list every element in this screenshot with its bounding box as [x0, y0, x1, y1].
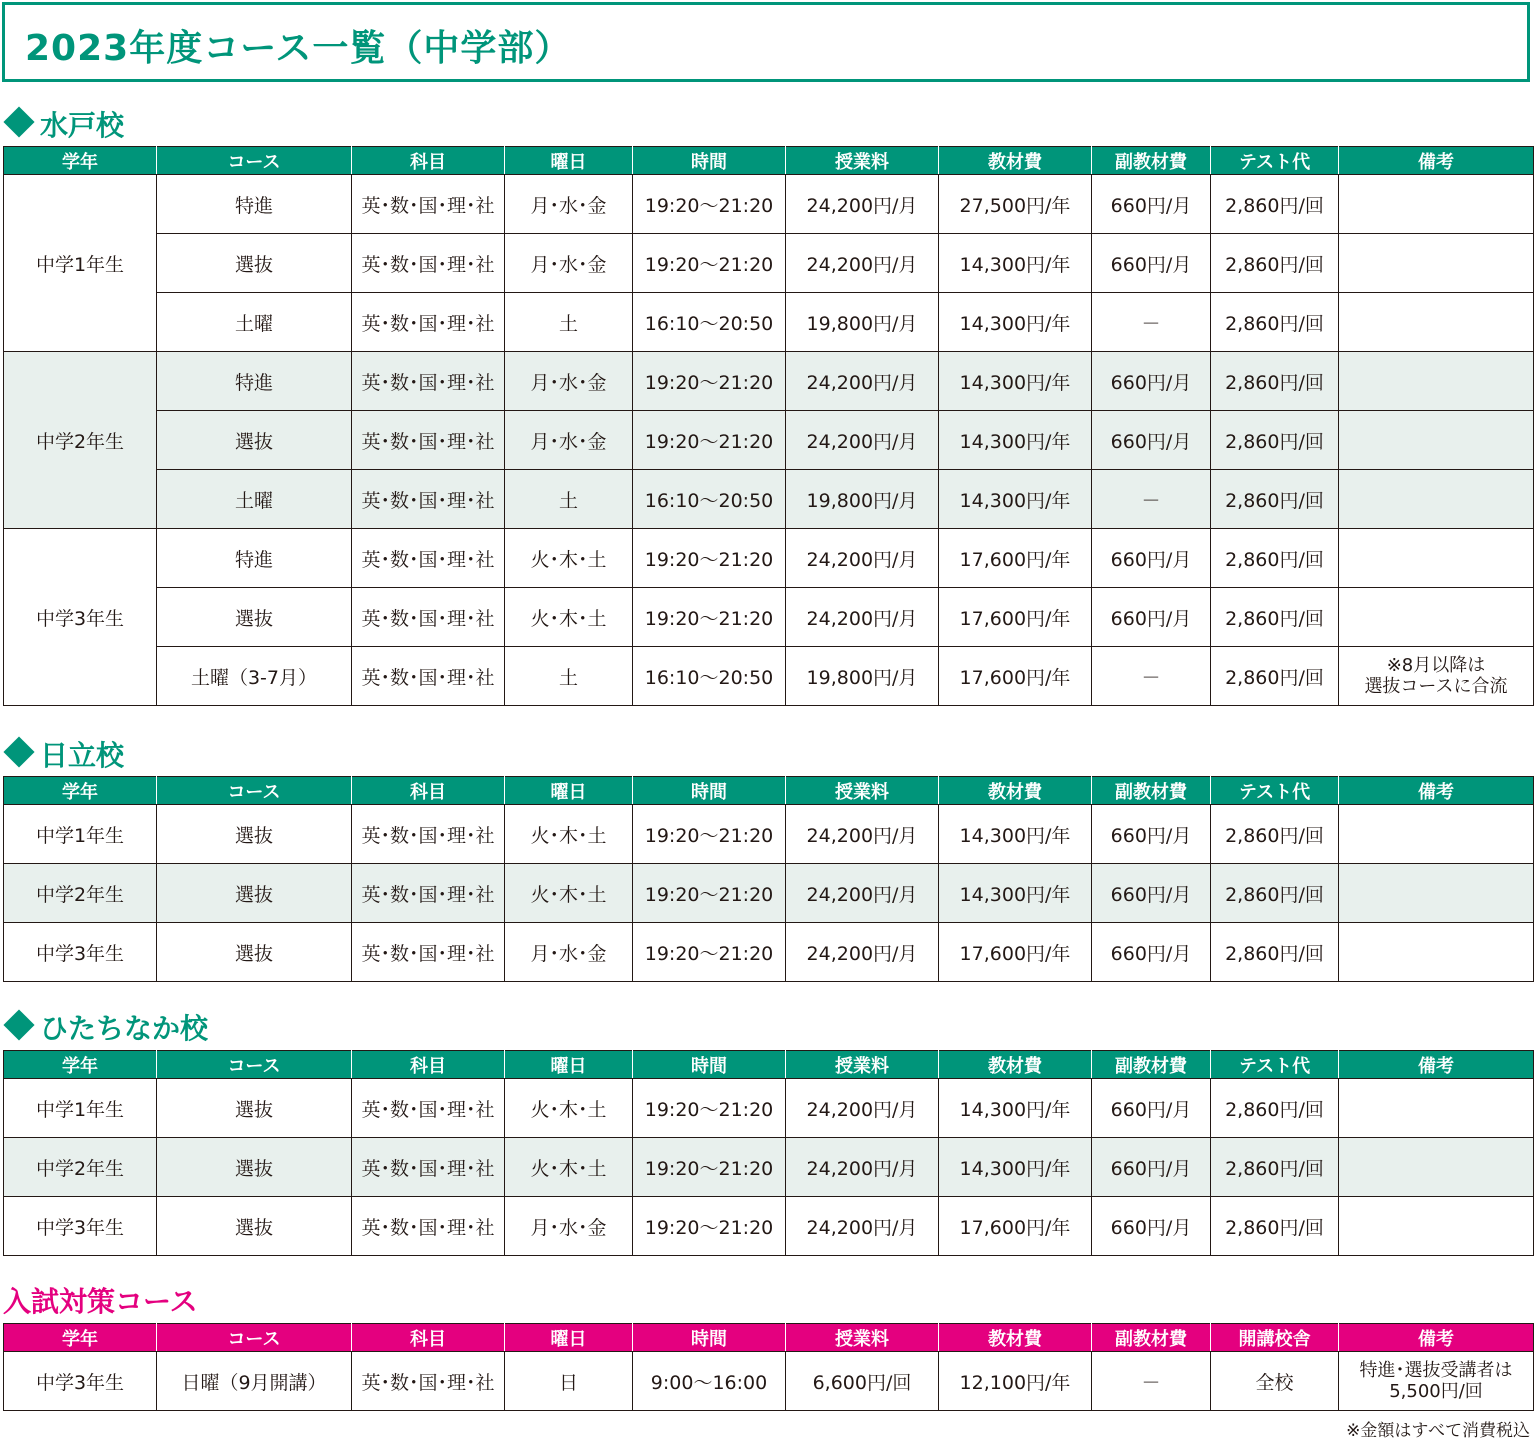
- days-cell: 月･水･金: [505, 175, 633, 234]
- days-cell: 火･木･土: [505, 588, 633, 647]
- tuition-cell: 24,200円/月: [786, 352, 939, 411]
- time-cell: 16:10～20:50: [633, 293, 786, 352]
- header-cell: テスト代: [1211, 147, 1339, 175]
- subjects-cell: 英･数･国･理･社: [352, 411, 505, 470]
- time-cell: 19:20～21:20: [633, 1079, 786, 1138]
- header-cell: 曜日: [505, 777, 633, 805]
- table-hitachinaka: [3, 1050, 1534, 1256]
- subjects-cell: 英･数･国･理･社: [352, 647, 505, 706]
- days-cell: 月･水･金: [505, 1197, 633, 1256]
- header-cell: コース: [157, 147, 352, 175]
- header-cell: 学年: [4, 1324, 157, 1352]
- grade-cell: 中学3年生: [4, 529, 157, 706]
- time-cell: 19:20～21:20: [633, 175, 786, 234]
- time-cell: 16:10～20:50: [633, 647, 786, 706]
- section-title-mito: [3, 104, 124, 144]
- subjects-cell: 英･数･国･理･社: [352, 470, 505, 529]
- header-cell: 科目: [352, 147, 505, 175]
- tuition-cell: 6,600円/回: [786, 1352, 939, 1411]
- note-cell: [1339, 923, 1534, 982]
- grade-cell: 中学1年生: [4, 175, 157, 352]
- section-name: 日立校: [40, 739, 125, 772]
- table-row: [4, 1197, 1534, 1256]
- header-cell: 授業料: [786, 1051, 939, 1079]
- course-cell: 特進: [157, 352, 352, 411]
- time-cell: 19:20～21:20: [633, 1197, 786, 1256]
- header-cell: 曜日: [505, 1051, 633, 1079]
- tuition-cell: 24,200円/月: [786, 411, 939, 470]
- header-cell: 副教材費: [1092, 147, 1211, 175]
- header-cell: 科目: [352, 777, 505, 805]
- course-cell: 選抜: [157, 805, 352, 864]
- test-cell: 2,860円/回: [1211, 588, 1339, 647]
- course-cell: 選抜: [157, 1079, 352, 1138]
- material-cell: 14,300円/年: [939, 470, 1092, 529]
- table-row: [4, 175, 1534, 234]
- note-line: 選抜コースに合流: [1364, 676, 1508, 697]
- test-cell: 2,860円/回: [1211, 1138, 1339, 1197]
- test-cell: 2,860円/回: [1211, 647, 1339, 706]
- material-cell: 17,600円/年: [939, 923, 1092, 982]
- header-cell: コース: [157, 777, 352, 805]
- header-cell: 副教材費: [1092, 1324, 1211, 1352]
- sub-material-cell: 660円/月: [1092, 1138, 1211, 1197]
- material-cell: 14,300円/年: [939, 1138, 1092, 1197]
- header-cell: 時間: [633, 1324, 786, 1352]
- table-row: [4, 293, 1534, 352]
- sub-material-cell: 660円/月: [1092, 411, 1211, 470]
- time-cell: 19:20～21:20: [633, 588, 786, 647]
- material-cell: 17,600円/年: [939, 588, 1092, 647]
- header-cell: 科目: [352, 1051, 505, 1079]
- page-title: 2023年度コース一覧（中学部）: [25, 28, 572, 69]
- diamond-icon: [3, 1009, 34, 1040]
- table-row: [4, 588, 1534, 647]
- course-cell: 選抜: [157, 1197, 352, 1256]
- note-cell: [1339, 588, 1534, 647]
- header-cell: 備考: [1339, 147, 1534, 175]
- table-mito: [3, 146, 1534, 706]
- days-cell: 月･水･金: [505, 923, 633, 982]
- note-cell: [1339, 864, 1534, 923]
- note-cell: [1339, 647, 1534, 706]
- grade-cell: 中学2年生: [4, 352, 157, 529]
- sub-material-cell: 660円/月: [1092, 923, 1211, 982]
- sub-material-cell: 660円/月: [1092, 1197, 1211, 1256]
- material-cell: 14,300円/年: [939, 1079, 1092, 1138]
- subjects-cell: 英･数･国･理･社: [352, 864, 505, 923]
- grade-cell: 中学1年生: [4, 1079, 157, 1138]
- header-cell: 授業料: [786, 1324, 939, 1352]
- note-cell: [1339, 1197, 1534, 1256]
- header-cell: 学年: [4, 1051, 157, 1079]
- sub-material-cell: －: [1092, 470, 1211, 529]
- table-row: [4, 923, 1534, 982]
- section-title-hitachinaka: [3, 1007, 208, 1047]
- grade-cell: 中学3年生: [4, 1197, 157, 1256]
- header-row: [4, 777, 1534, 805]
- sub-material-cell: －: [1092, 293, 1211, 352]
- tuition-cell: 24,200円/月: [786, 864, 939, 923]
- test-cell: 2,860円/回: [1211, 352, 1339, 411]
- days-cell: 月･水･金: [505, 352, 633, 411]
- test-cell: 2,860円/回: [1211, 470, 1339, 529]
- time-cell: 19:20～21:20: [633, 864, 786, 923]
- header-cell: 学年: [4, 147, 157, 175]
- table-row: [4, 352, 1534, 411]
- note-line: 5,500円/回: [1389, 1381, 1483, 1402]
- time-cell: 19:20～21:20: [633, 411, 786, 470]
- note-cell: [1339, 175, 1534, 234]
- header-cell: 開講校舎: [1211, 1324, 1339, 1352]
- table-row: [4, 234, 1534, 293]
- header-cell: 教材費: [939, 1324, 1092, 1352]
- subjects-cell: 英･数･国･理･社: [352, 1352, 505, 1411]
- test-cell: 2,860円/回: [1211, 1079, 1339, 1138]
- header-cell: 学年: [4, 777, 157, 805]
- header-cell: コース: [157, 1051, 352, 1079]
- table-hitachi: [3, 776, 1534, 982]
- days-cell: 火･木･土: [505, 864, 633, 923]
- time-cell: 19:20～21:20: [633, 1138, 786, 1197]
- material-cell: 14,300円/年: [939, 293, 1092, 352]
- sub-material-cell: 660円/月: [1092, 529, 1211, 588]
- header-cell: コース: [157, 1324, 352, 1352]
- header-cell: テスト代: [1211, 1051, 1339, 1079]
- header-cell: 時間: [633, 1051, 786, 1079]
- sub-material-cell: 660円/月: [1092, 864, 1211, 923]
- header-cell: 科目: [352, 1324, 505, 1352]
- note-cell: [1339, 470, 1534, 529]
- subjects-cell: 英･数･国･理･社: [352, 805, 505, 864]
- title-box: [2, 2, 1530, 82]
- course-cell: 選抜: [157, 1138, 352, 1197]
- header-cell: 備考: [1339, 1324, 1534, 1352]
- tuition-cell: 24,200円/月: [786, 588, 939, 647]
- time-cell: 19:20～21:20: [633, 234, 786, 293]
- header-cell: 時間: [633, 147, 786, 175]
- campus-cell: 全校: [1211, 1352, 1339, 1411]
- material-cell: 12,100円/年: [939, 1352, 1092, 1411]
- time-cell: 19:20～21:20: [633, 923, 786, 982]
- time-cell: 19:20～21:20: [633, 352, 786, 411]
- subjects-cell: 英･数･国･理･社: [352, 588, 505, 647]
- material-cell: 14,300円/年: [939, 352, 1092, 411]
- material-cell: 17,600円/年: [939, 1197, 1092, 1256]
- course-cell: 日曜（9月開講）: [157, 1352, 352, 1411]
- tuition-cell: 24,200円/月: [786, 234, 939, 293]
- header-cell: 曜日: [505, 147, 633, 175]
- tuition-cell: 24,200円/月: [786, 1138, 939, 1197]
- material-cell: 14,300円/年: [939, 411, 1092, 470]
- grade-cell: 中学3年生: [4, 923, 157, 982]
- note-cell: [1339, 529, 1534, 588]
- sub-material-cell: 660円/月: [1092, 588, 1211, 647]
- days-cell: 日: [505, 1352, 633, 1411]
- test-cell: 2,860円/回: [1211, 923, 1339, 982]
- header-cell: 副教材費: [1092, 777, 1211, 805]
- header-cell: 授業料: [786, 777, 939, 805]
- note-cell: [1339, 234, 1534, 293]
- days-cell: 火･木･土: [505, 529, 633, 588]
- subjects-cell: 英･数･国･理･社: [352, 529, 505, 588]
- days-cell: 火･木･土: [505, 1079, 633, 1138]
- days-cell: 火･木･土: [505, 1138, 633, 1197]
- diamond-icon: [3, 106, 34, 137]
- days-cell: 土: [505, 470, 633, 529]
- header-row: [4, 1051, 1534, 1079]
- material-cell: 14,300円/年: [939, 864, 1092, 923]
- days-cell: 月･水･金: [505, 411, 633, 470]
- tuition-cell: 24,200円/月: [786, 923, 939, 982]
- sub-material-cell: 660円/月: [1092, 805, 1211, 864]
- note-cell: [1339, 1352, 1534, 1411]
- course-cell: 土曜: [157, 470, 352, 529]
- subjects-cell: 英･数･国･理･社: [352, 923, 505, 982]
- tuition-cell: 19,800円/月: [786, 647, 939, 706]
- test-cell: 2,860円/回: [1211, 293, 1339, 352]
- header-cell: 教材費: [939, 777, 1092, 805]
- time-cell: 19:20～21:20: [633, 529, 786, 588]
- material-cell: 14,300円/年: [939, 234, 1092, 293]
- course-cell: 選抜: [157, 588, 352, 647]
- note-cell: [1339, 293, 1534, 352]
- test-cell: 2,860円/回: [1211, 529, 1339, 588]
- sub-material-cell: 660円/月: [1092, 175, 1211, 234]
- sub-material-cell: －: [1092, 647, 1211, 706]
- table-exam: [3, 1323, 1534, 1411]
- test-cell: 2,860円/回: [1211, 864, 1339, 923]
- course-cell: 選抜: [157, 864, 352, 923]
- table-row: [4, 805, 1534, 864]
- course-cell: 選抜: [157, 234, 352, 293]
- header-cell: 副教材費: [1092, 1051, 1211, 1079]
- table-row: [4, 1352, 1534, 1411]
- course-cell: 特進: [157, 175, 352, 234]
- course-cell: 選抜: [157, 411, 352, 470]
- tuition-cell: 24,200円/月: [786, 1079, 939, 1138]
- subjects-cell: 英･数･国･理･社: [352, 1079, 505, 1138]
- test-cell: 2,860円/回: [1211, 1197, 1339, 1256]
- note-cell: [1339, 805, 1534, 864]
- time-cell: 16:10～20:50: [633, 470, 786, 529]
- tuition-cell: 24,200円/月: [786, 175, 939, 234]
- header-cell: 備考: [1339, 1051, 1534, 1079]
- grade-cell: 中学3年生: [4, 1352, 157, 1411]
- material-cell: 17,600円/年: [939, 647, 1092, 706]
- sub-material-cell: 660円/月: [1092, 234, 1211, 293]
- header-row: [4, 147, 1534, 175]
- header-cell: 時間: [633, 777, 786, 805]
- subjects-cell: 英･数･国･理･社: [352, 234, 505, 293]
- header-cell: 授業料: [786, 147, 939, 175]
- sub-material-cell: －: [1092, 1352, 1211, 1411]
- header-row: [4, 1324, 1534, 1352]
- table-row: [4, 864, 1534, 923]
- subjects-cell: 英･数･国･理･社: [352, 1138, 505, 1197]
- table-row: [4, 647, 1534, 706]
- subjects-cell: 英･数･国･理･社: [352, 175, 505, 234]
- tuition-cell: 19,800円/月: [786, 470, 939, 529]
- table-row: [4, 1138, 1534, 1197]
- sub-material-cell: 660円/月: [1092, 1079, 1211, 1138]
- course-cell: 特進: [157, 529, 352, 588]
- section-name: 水戸校: [40, 109, 125, 142]
- note-cell: [1339, 352, 1534, 411]
- section-title-hitachi: [3, 734, 124, 774]
- grade-cell: 中学2年生: [4, 864, 157, 923]
- subjects-cell: 英･数･国･理･社: [352, 1197, 505, 1256]
- footnote: ※金額はすべて消費税込: [1346, 1421, 1530, 1441]
- table-row: [4, 529, 1534, 588]
- diamond-icon: [3, 736, 34, 767]
- days-cell: 土: [505, 647, 633, 706]
- header-cell: 教材費: [939, 1051, 1092, 1079]
- material-cell: 27,500円/年: [939, 175, 1092, 234]
- days-cell: 火･木･土: [505, 805, 633, 864]
- note-line: ※8月以降は: [1386, 655, 1486, 676]
- note-cell: [1339, 1079, 1534, 1138]
- note-cell: [1339, 1138, 1534, 1197]
- sub-material-cell: 660円/月: [1092, 352, 1211, 411]
- note-cell: [1339, 411, 1534, 470]
- note-line: 特進･選抜受講者は: [1359, 1360, 1513, 1381]
- grade-cell: 中学1年生: [4, 805, 157, 864]
- header-cell: テスト代: [1211, 777, 1339, 805]
- course-cell: 土曜: [157, 293, 352, 352]
- table-row: [4, 470, 1534, 529]
- table-row: [4, 411, 1534, 470]
- days-cell: 月･水･金: [505, 234, 633, 293]
- section-name: ひたちなか校: [40, 1012, 209, 1045]
- table-row: [4, 1079, 1534, 1138]
- tuition-cell: 24,200円/月: [786, 1197, 939, 1256]
- time-cell: 19:20～21:20: [633, 805, 786, 864]
- subjects-cell: 英･数･国･理･社: [352, 293, 505, 352]
- course-cell: 土曜（3-7月）: [157, 647, 352, 706]
- time-cell: 9:00～16:00: [633, 1352, 786, 1411]
- test-cell: 2,860円/回: [1211, 411, 1339, 470]
- test-cell: 2,860円/回: [1211, 175, 1339, 234]
- tuition-cell: 19,800円/月: [786, 293, 939, 352]
- material-cell: 17,600円/年: [939, 529, 1092, 588]
- tuition-cell: 24,200円/月: [786, 529, 939, 588]
- test-cell: 2,860円/回: [1211, 805, 1339, 864]
- grade-cell: 中学2年生: [4, 1138, 157, 1197]
- days-cell: 土: [505, 293, 633, 352]
- header-cell: 備考: [1339, 777, 1534, 805]
- header-cell: 教材費: [939, 147, 1092, 175]
- course-cell: 選抜: [157, 923, 352, 982]
- header-cell: 曜日: [505, 1324, 633, 1352]
- test-cell: 2,860円/回: [1211, 234, 1339, 293]
- section-title-exam: 入試対策コース: [3, 1285, 198, 1318]
- tuition-cell: 24,200円/月: [786, 805, 939, 864]
- subjects-cell: 英･数･国･理･社: [352, 352, 505, 411]
- material-cell: 14,300円/年: [939, 805, 1092, 864]
